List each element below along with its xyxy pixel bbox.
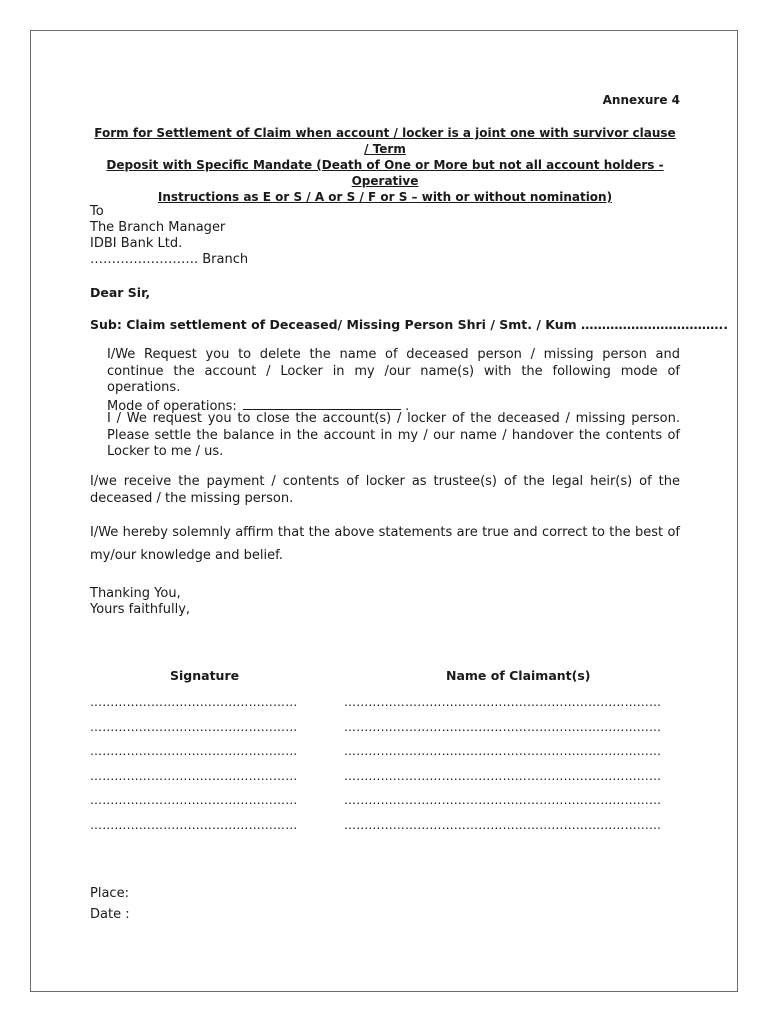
form-title-line-3: Instructions as E or S / A or S / F or S – with or without nomination)	[157, 190, 613, 204]
address-block	[90, 204, 248, 268]
form-title-line-1: Form for Settlement of Claim when account / locker is a joint one with survivor clause / Term	[94, 126, 676, 156]
claimant-heading: Name of Claimant(s)	[446, 668, 591, 683]
place-label: Place:	[90, 886, 129, 901]
address-branch: ……………………. Branch	[90, 252, 249, 267]
signature-line[interactable]: ……………………………………………	[90, 744, 298, 758]
annexure-label: Annexure 4	[602, 93, 680, 107]
paragraph-close-account: I / We request you to close the account(s) / locker of the deceased / missing person. Please settle the balance in the account in my / our name / handover the contents of Locker to me / us.	[107, 411, 680, 459]
claimant-line[interactable]: ……………………………………………………………………	[344, 719, 662, 734]
claimant-line[interactable]: ……………………………………………………………………	[344, 744, 662, 758]
salutation: Dear Sir,	[90, 285, 151, 300]
claimant-line[interactable]: ……………………………………………………………………	[344, 793, 662, 807]
form-title	[92, 125, 678, 205]
mode-of-operations-blank[interactable]	[243, 397, 401, 410]
mode-of-operations-label: Mode of operations:	[107, 398, 237, 414]
signature-line[interactable]: ……………………………………………	[90, 719, 298, 734]
closing-faithfully: Yours faithfully,	[90, 602, 191, 617]
paragraph-continue-account	[107, 347, 680, 415]
claimant-lines	[344, 690, 678, 837]
claimant-line[interactable]: ……………………………………………………………………	[344, 817, 662, 832]
signature-lines	[90, 690, 308, 837]
address-to: To	[90, 204, 104, 219]
form-title-line-2: Deposit with Specific Mandate (Death of One or More but not all account holders - Operative	[106, 158, 664, 188]
signature-line[interactable]: ……………………………………………	[90, 793, 298, 807]
paragraph-continue-text: I/We Request you to delete the name of deceased person / missing person and continue the account / Locker in my /our name(s) with the following mode of operations.	[107, 347, 680, 395]
claimant-line[interactable]: ……………………………………………………………………	[344, 768, 662, 783]
paragraph-trustee: I/we receive the payment / contents of locker as trustee(s) of the legal heir(s) of the deceased / the missing person.	[90, 474, 680, 506]
closing-block	[90, 586, 190, 618]
closing-thanks: Thanking You,	[90, 586, 181, 601]
address-bank: IDBI Bank Ltd.	[90, 236, 183, 251]
signature-line[interactable]: ……………………………………………	[90, 768, 298, 783]
paragraph-affirmation: I/We hereby solemnly affirm that the above statements are true and correct to the best of my/our knowledge and belief.	[90, 525, 680, 563]
signature-line[interactable]: ……………………………………………	[90, 817, 298, 832]
signature-heading: Signature	[170, 668, 240, 683]
claimant-line[interactable]: ……………………………………………………………………	[344, 695, 662, 709]
signature-line[interactable]: ……………………………………………	[90, 695, 298, 709]
mode-of-operations-end: .	[405, 398, 410, 414]
address-recipient: The Branch Manager	[90, 220, 226, 235]
subject-line: Sub: Claim settlement of Deceased/ Missing Person Shri / Smt. / Kum ……………………………..	[90, 317, 729, 332]
date-label: Date :	[90, 907, 130, 922]
place-date-block	[90, 883, 130, 925]
